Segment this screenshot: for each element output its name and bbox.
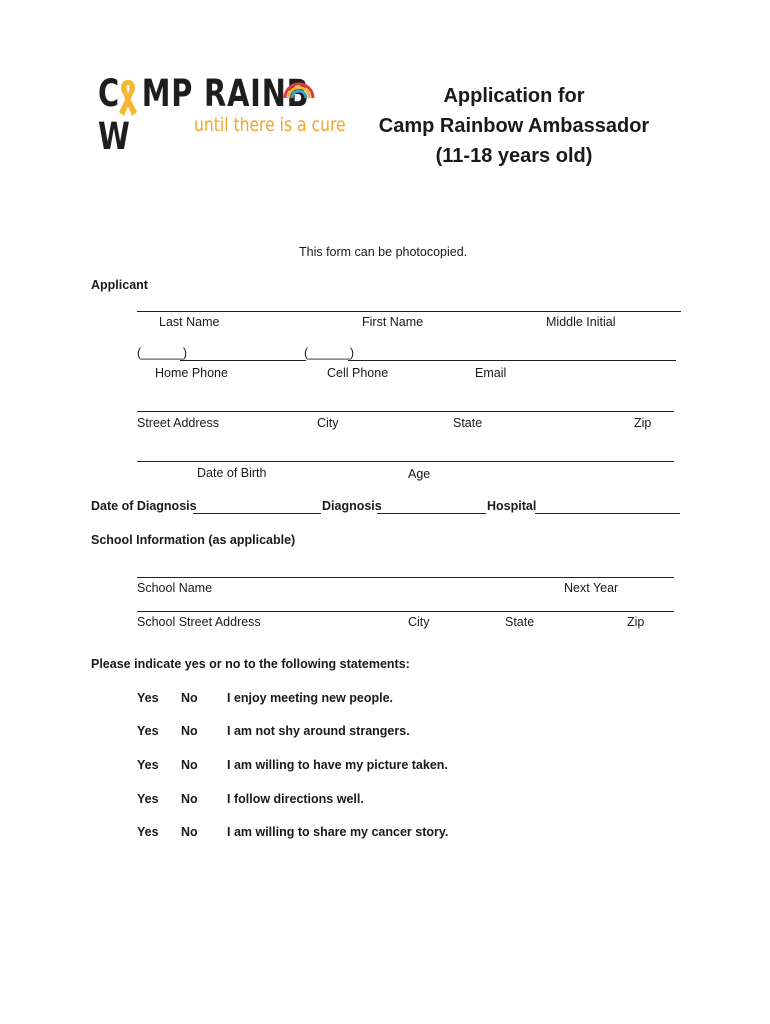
date-of-diagnosis-line[interactable] xyxy=(193,513,321,514)
title-line-1: Application for xyxy=(443,85,585,107)
title-line-2: Camp Rainbow Ambassador xyxy=(378,115,650,137)
statement-text: I am not shy around strangers. xyxy=(227,724,410,738)
home-phone-area-code: (______) xyxy=(137,346,188,360)
home-phone-label: Home Phone xyxy=(155,366,228,380)
state-label: State xyxy=(453,416,483,430)
no-option[interactable]: No xyxy=(181,724,198,738)
school-section-label: School Information (as applicable) xyxy=(91,533,296,547)
no-option[interactable]: No xyxy=(181,758,198,772)
statements-intro: Please indicate yes or no to the following statements: xyxy=(91,657,410,671)
school-address-line[interactable] xyxy=(137,611,674,612)
no-option[interactable]: No xyxy=(181,691,198,705)
camp-rainbow-logo xyxy=(98,72,346,158)
logo-text-w: W xyxy=(98,115,131,158)
last-name-label: Last Name xyxy=(159,315,220,329)
logo-tagline: until there is a cure xyxy=(194,114,346,136)
diagnosis-label: Diagnosis xyxy=(322,499,382,513)
statement-row xyxy=(0,691,770,711)
hospital-label: Hospital xyxy=(487,499,537,513)
address-line[interactable] xyxy=(137,411,674,412)
middle-initial-label: Middle Initial xyxy=(546,315,616,329)
school-state-label: State xyxy=(505,615,535,629)
statement-row xyxy=(0,825,770,845)
diagnosis-line[interactable] xyxy=(377,513,486,514)
email-label: Email xyxy=(475,366,507,380)
cell-phone-area-code: (______) xyxy=(304,346,355,360)
rainbow-icon xyxy=(282,76,316,116)
title-line-3: (11-18 years old) xyxy=(435,145,593,167)
name-line[interactable] xyxy=(137,311,681,312)
yes-option[interactable]: Yes xyxy=(137,724,159,738)
date-of-diagnosis-label: Date of Diagnosis xyxy=(91,499,197,513)
statement-text: I enjoy meeting new people. xyxy=(227,691,394,705)
no-option[interactable]: No xyxy=(181,825,198,839)
statement-row xyxy=(0,758,770,778)
yes-option[interactable]: Yes xyxy=(137,792,159,806)
street-address-label: Street Address xyxy=(137,416,219,430)
city-label: City xyxy=(317,416,339,430)
yes-option[interactable]: Yes xyxy=(137,825,159,839)
cell-email-line[interactable] xyxy=(348,360,676,361)
page-title xyxy=(364,81,664,171)
school-city-label: City xyxy=(408,615,430,629)
school-name-line[interactable] xyxy=(137,577,674,578)
age-label: Age xyxy=(408,467,431,481)
photocopy-note: This form can be photocopied. xyxy=(299,245,468,259)
school-name-label: School Name xyxy=(137,581,213,595)
statement-text: I follow directions well. xyxy=(227,792,364,806)
yes-option[interactable]: Yes xyxy=(137,691,159,705)
cell-phone-label: Cell Phone xyxy=(327,366,389,380)
logo-text-c: C xyxy=(98,72,120,115)
date-of-birth-label: Date of Birth xyxy=(197,466,267,480)
next-year-label: Next Year xyxy=(564,581,619,595)
no-option[interactable]: No xyxy=(181,792,198,806)
logo-text-middle: MP RAINB xyxy=(141,72,310,115)
yes-option[interactable]: Yes xyxy=(137,758,159,772)
home-phone-line[interactable] xyxy=(180,360,306,361)
statement-row xyxy=(0,724,770,744)
school-zip-label: Zip xyxy=(627,615,645,629)
applicant-section-label: Applicant xyxy=(91,278,148,292)
statement-text: I am willing to have my picture taken. xyxy=(227,758,448,772)
first-name-label: First Name xyxy=(362,315,424,329)
awareness-ribbon-icon xyxy=(115,76,141,122)
school-street-label: School Street Address xyxy=(137,615,261,629)
birth-age-line[interactable] xyxy=(137,461,674,462)
statement-text: I am willing to share my cancer story. xyxy=(227,825,449,839)
zip-label: Zip xyxy=(634,416,652,430)
statement-row xyxy=(0,792,770,812)
hospital-line[interactable] xyxy=(535,513,680,514)
